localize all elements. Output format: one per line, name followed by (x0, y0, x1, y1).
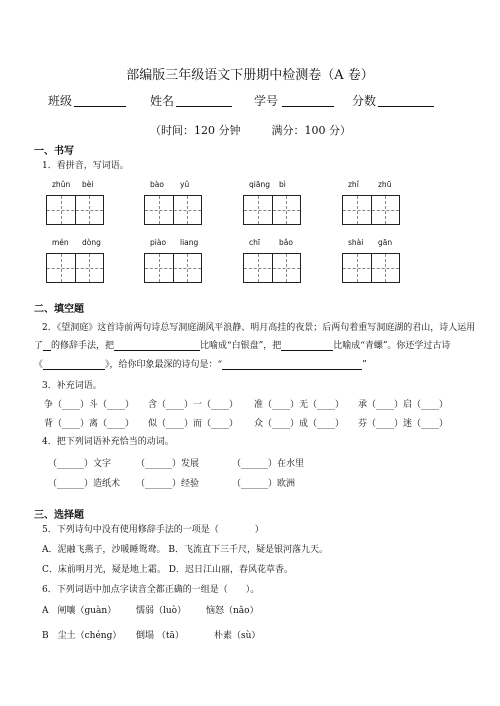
score-label: 分数 (352, 94, 377, 108)
q2-text-b: 的修辞手法，把 (51, 341, 115, 351)
verb-fill-item[interactable]: （______）在水里 (232, 459, 305, 469)
question-6: 6．下列词语中加点字读音全都正确的一组是（ ）。 (42, 585, 260, 595)
full-score: 满分：100 分） (271, 124, 351, 137)
pinyin-label: qiāng (249, 180, 270, 189)
idiom-fill-item[interactable]: 承（____）启（____） (358, 400, 449, 410)
q2-text-a: 了 (34, 341, 44, 351)
pinyin-label: bèi (82, 180, 94, 189)
pinyin-label: piào (150, 238, 167, 247)
question-2-line1: 2．《望洞庭》这首诗前两句诗总写洞庭湖风平浪静、明月高挂的夜景；后两句着重写洞庭湖的君山，诗人运用 (42, 323, 476, 333)
q6-option-a-word[interactable]: 懦弱（luò） (136, 606, 187, 616)
q6-option-b-word[interactable]: B 尘土（chéng） (42, 631, 122, 641)
writing-grid[interactable] (46, 253, 104, 283)
idiom-fill-item[interactable]: 争（____）斗（____） (44, 400, 135, 410)
pinyin-label: bǎo (279, 238, 293, 247)
q2-text-g: ” (362, 360, 367, 370)
name-blank[interactable] (176, 106, 232, 107)
q6-option-b-word[interactable]: 倒塌 （tā） (136, 631, 184, 641)
idiom-fill-item[interactable]: 芬（____）迷（____） (358, 419, 449, 429)
verb-fill-item[interactable]: （______）欧洲 (232, 479, 296, 489)
pinyin-label: shài (348, 238, 364, 247)
time-limit: （时间：120 分钟 (150, 124, 241, 137)
q2-blank-1[interactable] (43, 350, 51, 351)
number-label: 学号 (254, 94, 279, 108)
question-2-line3 (34, 357, 367, 370)
q5-options-cd[interactable]: C．床前明月光，疑是地上霜。 D．迟日江山丽，春风花草香。 (42, 565, 293, 575)
q2-blank-5[interactable] (222, 369, 362, 370)
q2-text-d: 比喻成“青螺”。你还学过古诗 (333, 341, 451, 351)
number-blank[interactable] (282, 106, 334, 107)
page-title: 部编版三年级语文下册期中检测卷（A 卷） (126, 68, 374, 83)
q2-blank-4[interactable] (43, 369, 105, 370)
pinyin-label: gān (378, 238, 393, 247)
score-blank[interactable] (378, 106, 434, 107)
pinyin-label: dòng (82, 238, 101, 247)
verb-fill-item[interactable]: （______）发展 (136, 459, 200, 469)
question-5: 5．下列诗句中没有使用修辞手法的一项是（ ） (42, 525, 264, 535)
name-label: 姓名 (150, 94, 175, 108)
pinyin-label: chī (249, 238, 260, 247)
time-info (150, 122, 351, 138)
class-label: 班级 (48, 94, 73, 108)
section1-heading: 一、书写 (34, 146, 74, 157)
idiom-fill-item[interactable]: 准（____）无（____） (254, 400, 345, 410)
q6-option-a-word[interactable]: 恼怒（nǎo） (206, 606, 259, 616)
pinyin-label: bào (150, 180, 164, 189)
q2-blank-3[interactable] (281, 350, 333, 351)
pinyin-label: liang (180, 238, 199, 247)
pinyin-label: bì (279, 180, 286, 189)
question-4: 4．把下列词语补充恰当的动词。 (42, 437, 174, 447)
writing-grid[interactable] (342, 195, 400, 225)
writing-grid[interactable] (342, 253, 400, 283)
writing-grid[interactable] (144, 253, 202, 283)
idiom-fill-item[interactable]: 背（____）离（____） (44, 419, 135, 429)
idiom-fill-item[interactable]: 含（____）一（____） (148, 400, 239, 410)
idiom-fill-item[interactable]: 众（____）成（____） (254, 419, 345, 429)
q2-text-f: 》，给你印象最深的诗句是：“ (105, 360, 223, 370)
q2-text-c: 比喻成“白银盘”，把 (200, 341, 282, 351)
pinyin-label: mén (52, 238, 69, 247)
pinyin-label: yǔ (180, 180, 190, 189)
writing-grid[interactable] (243, 195, 301, 225)
verb-fill-item[interactable]: （______）造纸术 (48, 479, 121, 489)
pinyin-label: zhū (378, 180, 392, 189)
q2-blank-2[interactable] (114, 350, 200, 351)
writing-grid[interactable] (46, 195, 104, 225)
q5-options-ab[interactable]: A．泥融飞燕子，沙暖睡鸳鸯。 B．飞流直下三千尺，疑是银河落九天。 (42, 545, 328, 555)
question-3: 3．补充词语。 (42, 381, 102, 391)
verb-fill-item[interactable]: （______）经验 (136, 479, 200, 489)
question-2-line2 (34, 338, 450, 351)
section3-heading: 三、选择题 (34, 510, 84, 521)
section2-heading: 二、填空题 (34, 304, 84, 315)
pinyin-label: zhǔn (52, 180, 71, 189)
question-1: 1．看拼音，写词语。 (42, 161, 129, 171)
idiom-fill-item[interactable]: 似（____）而（____） (148, 419, 239, 429)
pinyin-label: zhǐ (348, 180, 359, 189)
class-blank[interactable] (74, 106, 126, 107)
q2-text-e: 《 (34, 360, 44, 370)
writing-grid[interactable] (144, 195, 202, 225)
writing-grid[interactable] (243, 253, 301, 283)
q6-option-b-word[interactable]: 朴素（sù） (214, 631, 261, 641)
q6-option-a-word[interactable]: A 闸嚷（guàn） (42, 606, 117, 616)
verb-fill-item[interactable]: （______）文字 (48, 459, 112, 469)
